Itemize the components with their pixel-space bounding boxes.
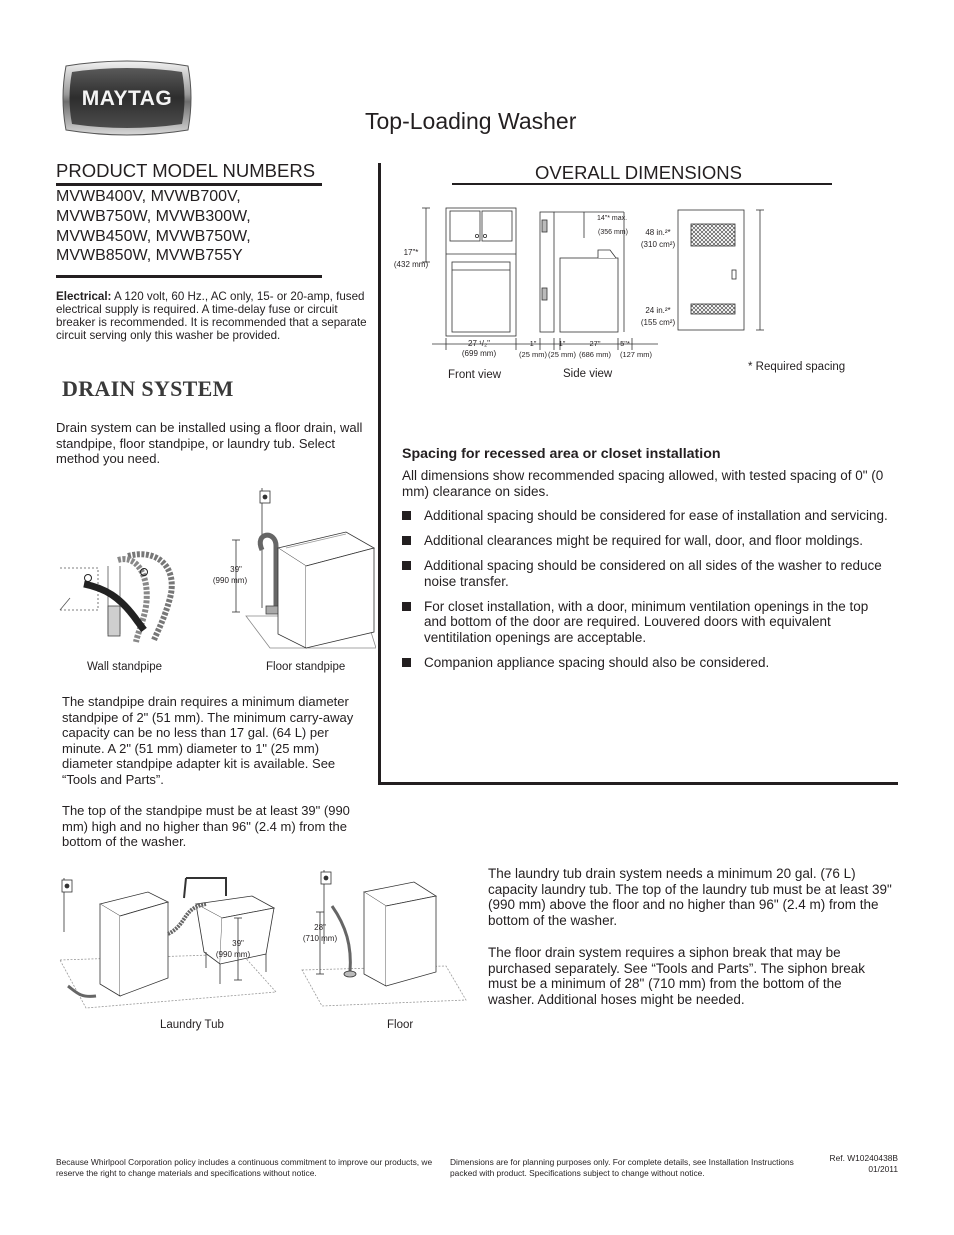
wall-standpipe-caption: Wall standpipe — [87, 661, 163, 673]
side-gap-mm: (25 mm) — [548, 350, 576, 359]
front-view-diagram — [386, 198, 520, 360]
width-in: 27 ¹/₂" — [468, 339, 490, 348]
floor-standpipe-caption: Floor standpipe — [266, 661, 346, 673]
footer-ref-number: Ref. W10240438B — [829, 1153, 898, 1163]
front-view-label: Front view — [448, 369, 502, 381]
tub-dim-mm: (990 mm) — [215, 950, 251, 959]
wall-standpipe-illustration — [58, 548, 188, 658]
shelf-clearance-in: 14"* max. — [596, 215, 628, 222]
depth-mm: (686 mm) — [578, 350, 612, 359]
vent-bottom-area-cm: (155 cm²) — [640, 318, 676, 327]
side-view-label: Side view — [563, 368, 613, 380]
floor-standpipe-illustration — [200, 488, 376, 660]
top-clearance-in: 17"* — [403, 248, 419, 257]
spacing-heading: Spacing for recessed area or closet installation — [402, 446, 721, 462]
electrical-requirements — [56, 290, 368, 342]
spacing-bullet: Additional clearances might be required for wall, door, and floor moldings. — [402, 533, 888, 549]
side-gap-in: 1" — [558, 339, 566, 348]
page-title: Top-Loading Washer — [365, 108, 577, 134]
spacing-bullet: For closet installation, with a door, minimum ventilation openings in the top and bottom of the door are required. Louvered doors with equivalent ventitilation openings are acceptable. — [402, 599, 888, 646]
floor-dim-in: 28" — [314, 923, 326, 932]
side-rear-in: 1" — [529, 339, 537, 348]
model-list — [56, 187, 356, 266]
top-clearance-mm: (432 mm) — [393, 260, 429, 269]
right-column-bottom-rule — [378, 782, 898, 785]
footer-dimensions-note: Dimensions are for planning purposes only. For complete details, see Installation Instructions packed with product. Specifications subject to change without notice. — [450, 1157, 794, 1178]
laundry-tub-paragraph: The laundry tub drain system needs a minimum 20 gal. (76 L) capacity laundry tub. The top of the laundry tub must be at least 39" (990 mm) above the floor and no higher than 96" (2.4 m) from the bottom of the washer. — [488, 866, 892, 928]
overall-dimensions-rule — [452, 183, 832, 185]
models-heading: PRODUCT MODEL NUMBERS — [56, 160, 316, 181]
model-line: MVWB400V, MVWB700V, — [56, 188, 241, 205]
vent-top-area-cm: (310 cm²) — [640, 240, 676, 249]
tub-dim-in: 39" — [232, 939, 244, 948]
laundry-tub-illustration — [56, 868, 280, 1018]
standpipe-paragraph-1: The standpipe drain requires a minimum diameter standpipe of 2" (51 mm). The minimum carry-away capacity can be no less than 17 gal. (64 L) per minute. A 2" (51 mm) diameter to 1" (25 mm) diameter standpipe adapter kit is available. See “Tools and Parts”. — [62, 694, 354, 787]
electrical-text: A 120 volt, 60 Hz., AC only, 15- or 20-amp, fused electrical supply is required. A time-delay fuse or circuit breaker is recommended. It is recommended that a separate circuit serving only this washer be provided. — [56, 290, 367, 342]
footer-policy-note: Because Whirlpool Corporation policy includes a continuous commitment to improve our products, we reserve the right to change materials and specifications without notice. — [56, 1157, 433, 1178]
overall-dimensions-heading: OVERALL DIMENSIONS — [535, 162, 742, 183]
footer-reference — [780, 1153, 898, 1174]
laundry-tub-caption: Laundry Tub — [160, 1019, 224, 1031]
floor-drain-paragraph: The floor drain system requires a siphon break that may be purchased separately. See “Tools and Parts”. The siphon break must be a minimum of 28" (710 mm) from the bottom of the washer. Additional hoses might be needed. — [488, 945, 865, 1007]
drain-system-heading: DRAIN SYSTEM — [62, 376, 234, 401]
spacing-intro: All dimensions show recommended spacing allowed, with tested spacing of 0" (0 mm) clearance on sides. — [402, 468, 884, 499]
model-line: MVWB850W, MVWB755Y — [56, 247, 243, 265]
spacing-bullet: Additional spacing should be considered for ease of installation and servicing. — [402, 508, 888, 524]
shelf-clearance-mm: (356 mm) — [598, 229, 628, 236]
column-divider — [378, 163, 381, 785]
spacing-bullet: Companion appliance spacing should also be considered. — [402, 655, 888, 671]
vent-bottom-area: 24 in.²* — [645, 306, 671, 315]
floor-drain-illustration — [296, 866, 470, 1016]
spacing-bullet: Additional spacing should be considered on all sides of the washer to reduce noise transfer. — [402, 558, 888, 589]
front-clear-in: 5"* — [620, 339, 630, 348]
floor-caption: Floor — [387, 1019, 414, 1031]
floor-standpipe-dim-in: 39" — [230, 565, 242, 574]
models-bottom-rule — [56, 275, 322, 278]
floor-dim-mm: (710 mm) — [302, 934, 338, 943]
width-mm: (699 mm) — [461, 349, 497, 358]
maytag-logo — [60, 60, 194, 136]
depth-in: 27" — [589, 339, 601, 348]
footer-date: 01/2011 — [868, 1163, 898, 1174]
spacing-bullets — [402, 508, 888, 680]
logo-text: MAYTAG — [81, 87, 173, 110]
electrical-label: Electrical: — [56, 290, 112, 303]
drain-intro: Drain system can be installed using a floor drain, wall standpipe, floor standpipe, or laundry tub. Select method you need. — [56, 420, 363, 467]
models-heading-rule — [56, 183, 322, 186]
required-spacing-note: * Required spacing — [748, 361, 846, 373]
front-clear-mm: (127 mm) — [619, 350, 653, 359]
model-line: MVWB750W, MVWB300W, — [56, 207, 251, 225]
door-vent-diagram — [634, 192, 774, 342]
vent-top-area: 48 in.²* — [645, 228, 671, 237]
side-rear-mm: (25 mm) — [519, 350, 547, 359]
model-line: MVWB450W, MVWB750W, — [56, 227, 251, 245]
standpipe-paragraph-2: The top of the standpipe must be at least 39" (990 mm) high and no higher than 96" (2.4 m) from the bottom of the washer. — [62, 803, 350, 850]
floor-standpipe-dim-mm: (990 mm) — [212, 576, 248, 585]
